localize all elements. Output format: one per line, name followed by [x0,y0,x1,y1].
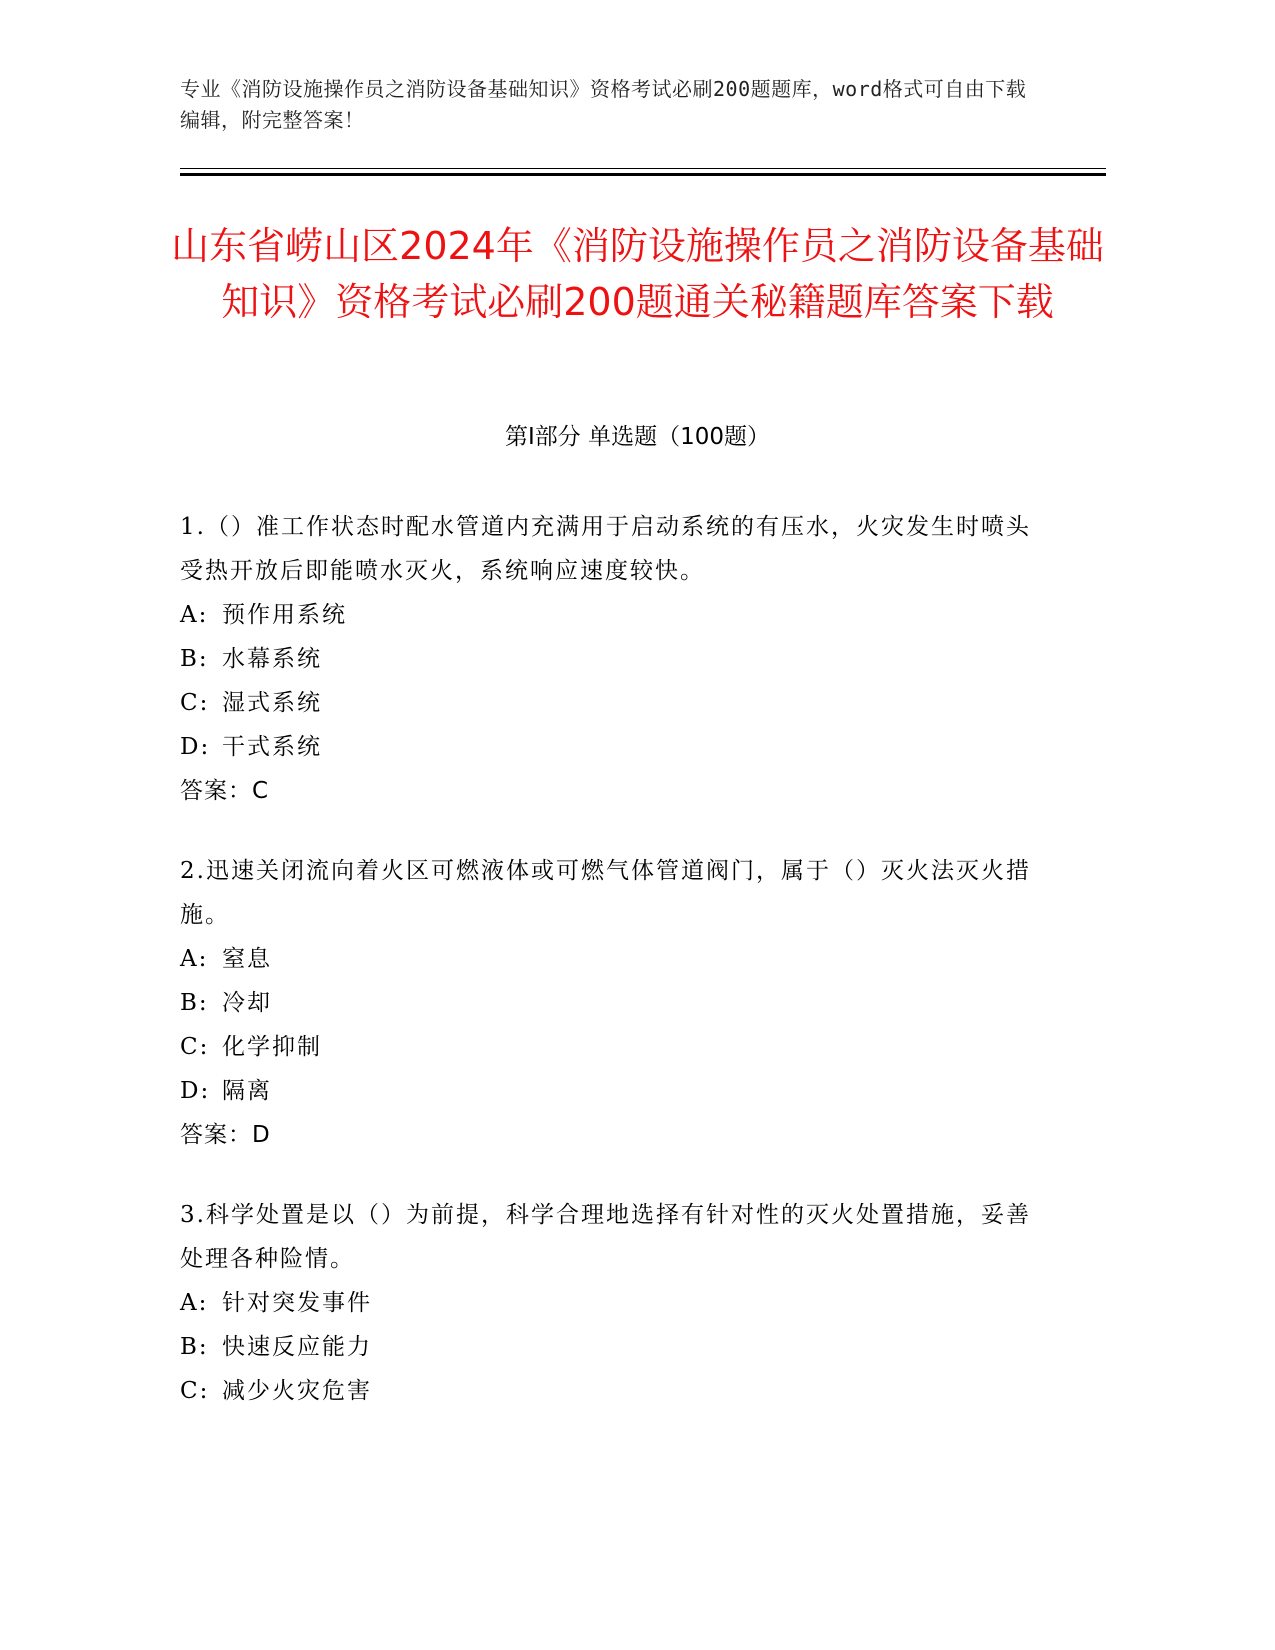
option-text: 隔离 [222,1078,272,1104]
option-letter: A: [180,1290,209,1316]
option-text: 化学抑制 [222,1034,322,1060]
option-letter: C: [180,1034,210,1060]
option-letter: A: [180,946,209,972]
option-text: 减少火灾危害 [222,1378,372,1404]
question-stem: 3.科学处置是以（）为前提，科学合理地选择有针对性的灭火处置措施，妥善处理各种险情。 [180,1202,1031,1272]
question-3 [180,1193,1040,1413]
option-a [180,593,1040,637]
option-text: 冷却 [222,990,272,1016]
header-divider-thin [180,168,1106,169]
option-letter: D: [180,1078,211,1104]
option-text: 水幕系统 [222,646,322,672]
option-b [180,637,1040,681]
header-divider-thick [180,173,1106,176]
option-letter: C: [180,690,210,716]
option-c [180,1369,1040,1413]
option-letter: D: [180,734,211,760]
option-letter: B: [180,990,209,1016]
question-stem: 1.（）准工作状态时配水管道内充满用于启动系统的有压水，火灾发生时喷头受热开放后即能喷水灭火，系统响应速度较快。 [180,514,1031,584]
question-stem: 2.迅速关闭流向着火区可燃液体或可燃气体管道阀门，属于（）灭火法灭火措施。 [180,858,1031,928]
option-b [180,981,1040,1025]
option-letter: B: [180,1334,209,1360]
header-note: 专业《消防设施操作员之消防设备基础知识》资格考试必刷200题题库，word格式可自由下载编辑，附完整答案！ [180,77,1027,132]
question-1 [180,505,1040,813]
option-text: 预作用系统 [222,602,347,628]
option-text: 快速反应能力 [222,1334,372,1360]
option-a [180,937,1040,981]
option-c [180,681,1040,725]
option-d [180,1069,1040,1113]
option-letter: C: [180,1378,210,1404]
option-letter: A: [180,602,209,628]
option-b [180,1325,1040,1369]
option-text: 针对突发事件 [222,1290,372,1316]
question-2 [180,849,1040,1157]
option-a [180,1281,1040,1325]
section-heading: 第Ⅰ部分 单选题（100题） [505,424,770,450]
option-letter: B: [180,646,209,672]
answer-line: 答案：C [180,778,270,804]
option-text: 窒息 [222,946,272,972]
option-text: 干式系统 [222,734,322,760]
answer-line: 答案：D [180,1122,271,1148]
option-d [180,725,1040,769]
option-c [180,1025,1040,1069]
option-text: 湿式系统 [222,690,322,716]
question-list [180,505,1040,1449]
document-title: 山东省崂山区2024年《消防设施操作员之消防设备基础知识》资格考试必刷200题通关秘籍题库答案下载 [171,224,1104,324]
